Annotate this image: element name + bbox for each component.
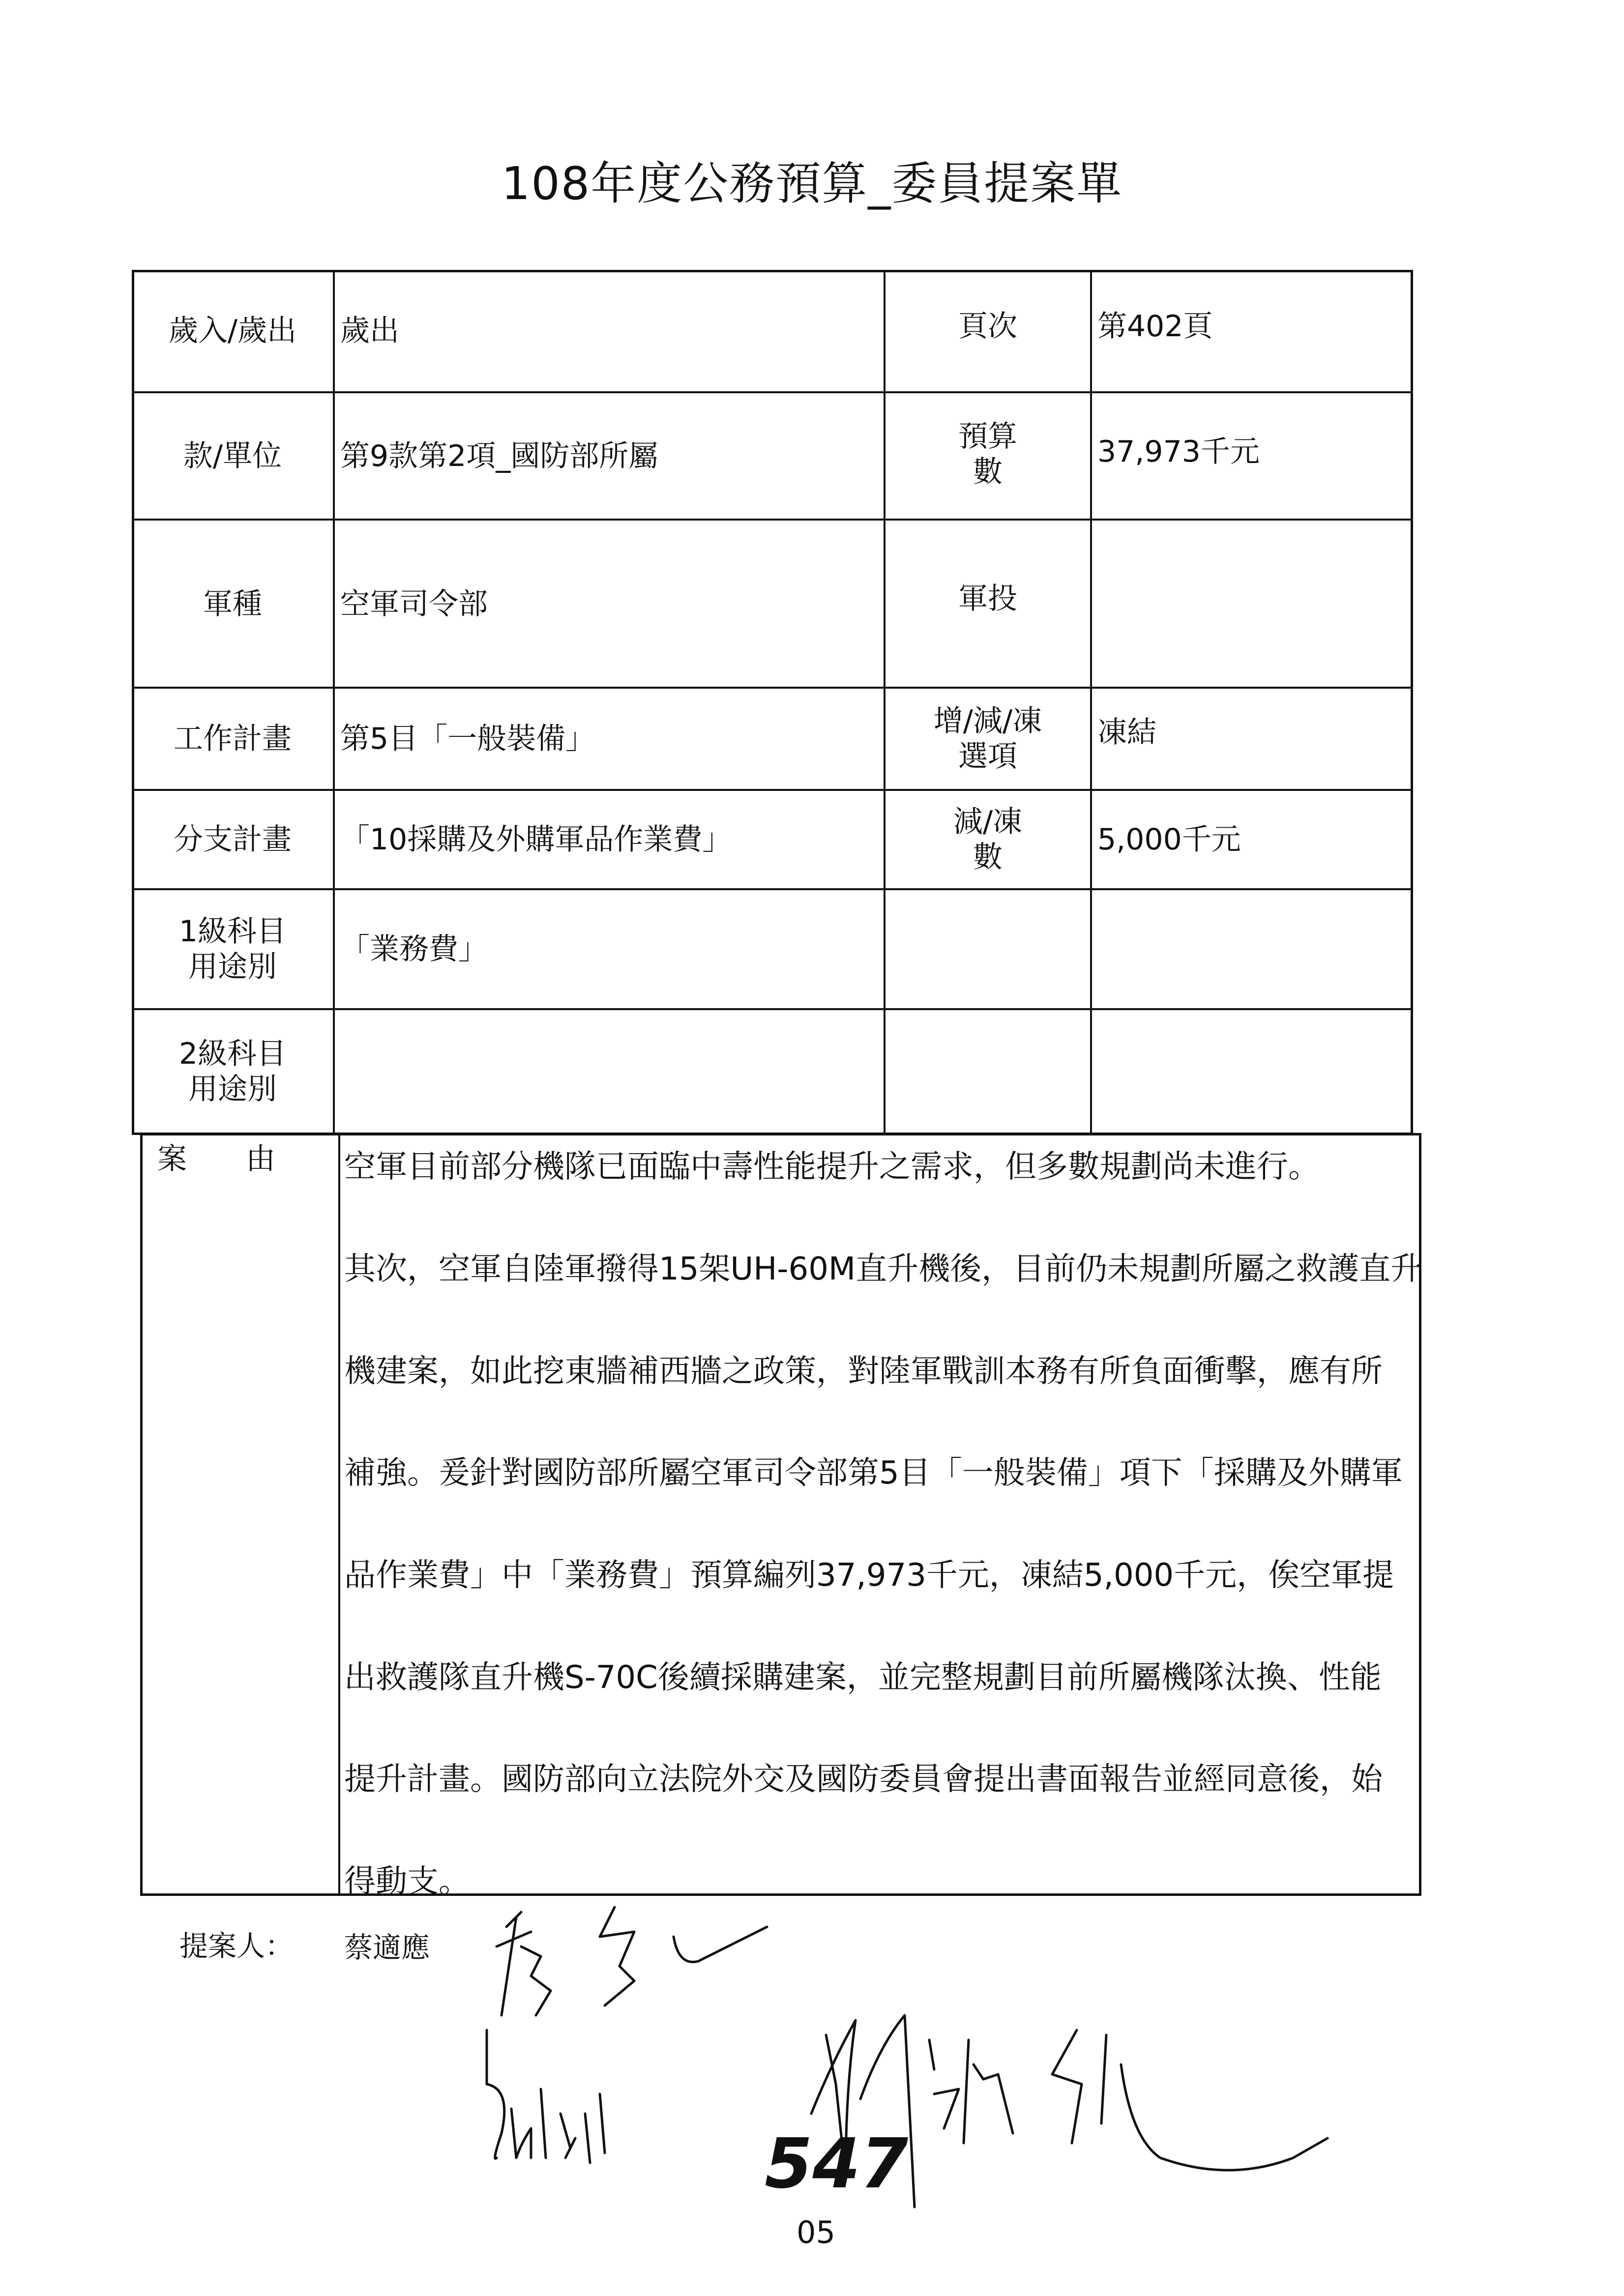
- reason-line: 其次，空軍自陸軍撥得15架UH-60M直升機後，目前仍未規劃所屬之救護直升: [344, 1251, 1422, 1287]
- label-line: 增/減/凍: [933, 704, 1042, 738]
- label-work-plan: 工作計畫: [174, 722, 292, 756]
- proposer-name: 蔡適應: [344, 1931, 430, 1964]
- handwritten-number: 547: [765, 2124, 909, 2204]
- reason-line: 補強。爰針對國防部所屬空軍司令部第5目「一般裝備」項下「採購及外購軍: [344, 1455, 1403, 1491]
- label-page: 頁次: [958, 309, 1017, 344]
- reason-line: 提升計畫。國防部向立法院外交及國防委員會提出書面報告並經同意後，始: [344, 1761, 1383, 1798]
- value-level1-item: 「業務費」: [340, 932, 488, 966]
- value-budget-amount: 37,973千元: [1097, 435, 1260, 469]
- value-action-option: 凍結: [1097, 715, 1156, 750]
- proposer-label: 提案人：: [179, 1929, 294, 1963]
- label-line: 用途別: [188, 1072, 277, 1106]
- label-section-unit: 款/單位: [183, 439, 282, 473]
- label-line: 減/凍: [953, 805, 1023, 839]
- value-reduce-freeze-amount: 5,000千元: [1097, 822, 1241, 857]
- label-line: 數: [973, 455, 1003, 489]
- label-revenue-expense: 歲入/歲出: [168, 314, 297, 348]
- label-reason: 案 由: [157, 1142, 275, 1176]
- reason-line: 出救護隊直升機S-70C後續採購建案，並完整規劃目前所屬機隊汰換、性能: [344, 1659, 1382, 1696]
- label-military-investment: 軍投: [958, 581, 1017, 616]
- label-line: 2級科目: [178, 1037, 287, 1071]
- value-revenue-expense: 歲出: [340, 314, 399, 348]
- value-work-plan: 第5目「一般裝備」: [340, 722, 595, 756]
- label-line: 1級科目: [178, 914, 287, 949]
- signature-1: [497, 1907, 767, 2015]
- reason-line: 品作業費」中「業務費」預算編列37,973千元，凍結5,000千元，俟空軍提: [344, 1557, 1394, 1594]
- label-line: 數: [973, 840, 1003, 874]
- value-page: 第402頁: [1097, 309, 1213, 344]
- reason-line: 空軍目前部分機隊已面臨中壽性能提升之需求，但多數規劃尚未進行。: [344, 1149, 1320, 1185]
- signature-3: [487, 2030, 605, 2163]
- label-line: 預算: [958, 419, 1017, 454]
- value-service-branch: 空軍司令部: [340, 587, 488, 621]
- page-title: 108年度公務預算_委員提案單: [501, 157, 1123, 210]
- label-line: 用途別: [188, 950, 277, 984]
- page-number: 05: [797, 2214, 835, 2250]
- reason-line: 機建案，如此挖東牆補西牆之政策，對陸軍戰訓本務有所負面衝擊，應有所: [344, 1353, 1383, 1390]
- label-service-branch: 軍種: [203, 587, 262, 621]
- label-branch-plan: 分支計畫: [174, 822, 292, 857]
- value-branch-plan: 「10採購及外購軍品作業費」: [340, 822, 732, 857]
- value-section-unit: 第9款第2項_國防部所屬: [340, 439, 658, 473]
- label-line: 選項: [958, 739, 1017, 774]
- reason-line: 得動支。: [344, 1863, 470, 1900]
